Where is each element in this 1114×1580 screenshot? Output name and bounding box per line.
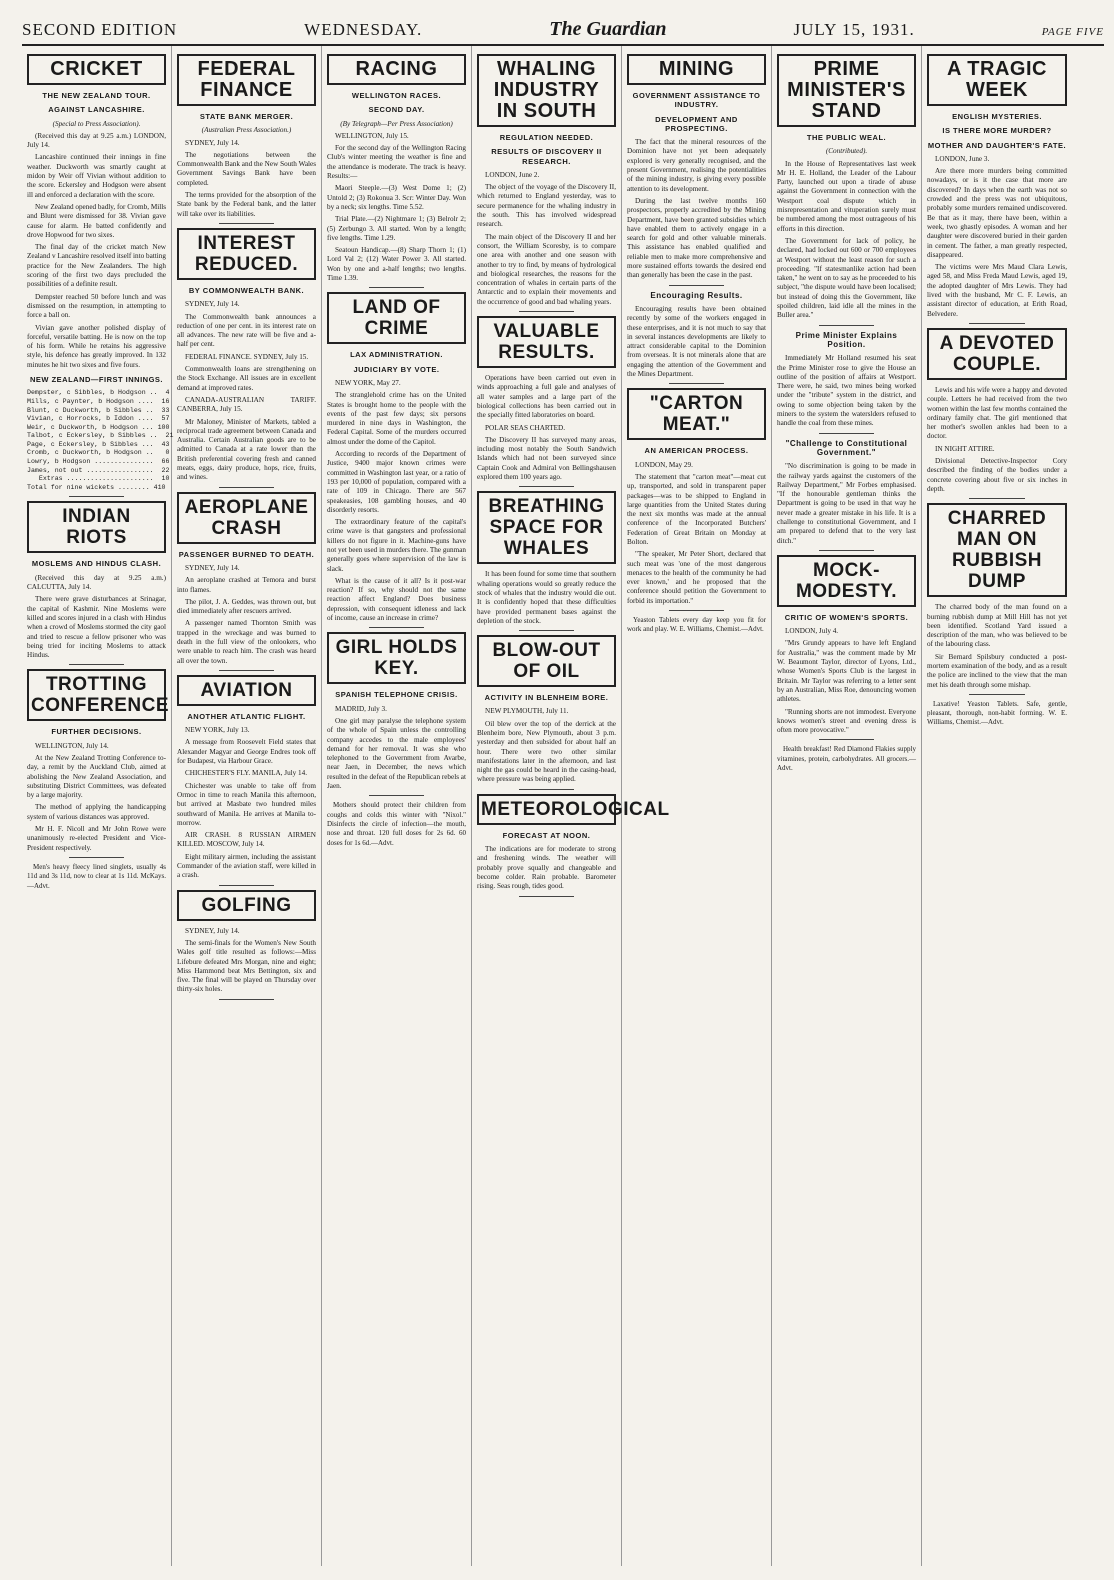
press-credit: (By Telegraph—Per Press Association) (340, 119, 453, 128)
article-headline: LAND OF CRIME (327, 292, 466, 344)
article-headline: "Challenge to Constitutional Government." (785, 438, 908, 457)
divider (69, 496, 125, 497)
article-subheading: GOVERNMENT ASSISTANCE TO INDUSTRY. (632, 91, 761, 110)
scorecard-title: NEW ZEALAND—FIRST INNINGS. (30, 375, 163, 385)
article-paragraph: The statement that "carton meat"—meat cut up, transported, and sold in transparent paper packages—was to be shipped to England in large quantities from the United States during the next six months was made at the annual conference of the Incorporated Butchers' Federation of Great Britain on Monday at Bolton. (627, 472, 766, 546)
press-credit: (Special to Press Association). (52, 119, 141, 128)
divider (69, 664, 125, 665)
column-5 (622, 46, 772, 1566)
article-paragraph: The terms provided for the absorption of the State bank by the Federal bank, and the latter will take over its liabilities. (177, 191, 316, 218)
article-subheading: JUDICIARY BY VOTE. (353, 364, 440, 374)
article-subheading: STATE BANK MERGER. (199, 112, 294, 121)
divider (519, 896, 575, 897)
divider (69, 857, 125, 858)
article-subheading: IS THERE MORE MURDER? (942, 126, 1052, 136)
article-subheading: AN AMERICAN PROCESS. (644, 446, 749, 456)
article-headline: WHALING INDUSTRY IN SOUTH (477, 54, 616, 127)
divider (819, 739, 875, 740)
article-paragraph: "The speaker, Mr Peter Short, declared that such meat was 'one of the most dangerous menaces to the health of the community he had ever known,' and he proposed that the conference should petition the Government to forbid its importation." (627, 550, 766, 605)
article-paragraph: An aeroplane crashed at Temora and burst into flames. (177, 576, 316, 594)
article-subheading: LAX ADMINISTRATION. (350, 350, 443, 360)
divider (519, 630, 575, 631)
article-paragraph: The Commonwealth bank announces a reduction of one per cent. in its interest rate on all advances. The new rate will be five and a-half per cent. (177, 312, 316, 349)
article-paragraph: AIR CRASH. 8 RUSSIAN AIRMEN KILLED. MOSCOW, July 14. (177, 831, 316, 849)
advertisement: Laxative! Yeaston Tablets. Safe, gentle, pleasant, thorough, non-habit forming. W. E. Williams, Chemist.—Advt. (927, 699, 1067, 727)
divider (519, 486, 575, 487)
divider (969, 498, 1025, 499)
article-paragraph: SYDNEY, July 14. (185, 138, 240, 147)
article-paragraph: Lewis and his wife were a happy and devoted couple. Letters he had received from the two women within the last few months contained the ordinary family chat. The girl mentioned that her mother's swollen ankles had been to a doctor. (927, 385, 1067, 441)
article-paragraph: For the second day of the Wellington Racing Club's winter meeting the weather is fine and the attendance is moderate. The track is heavy. Results:— (327, 144, 466, 181)
article-subheading: ANOTHER ATLANTIC FLIGHT. (187, 711, 306, 721)
article-paragraph: A message from Roosevelt Field states that Alexander Magyar and George Endres took off for Budapest, via Harbour Grace. (177, 738, 316, 766)
scorecard: Dempster, c Sibbles, b Hodgson .. 4 Mills, c Paynter, b Hodgson .... 16 Blunt, c Duckworth, b Sibbles .. 33 Vivian, c Horrocks, b Iddon .... 57 Weir, c Duckworth, b Hodgson ... 100 Talbot, c Eckersley, b Sibbles .. 21 Page, c Eckersley, b Sibbles ... 43 Cromb, c Duckworth, b Hodgson .. 0 Lowry, b Hodgson ............... 66 James, not out ................. 22 Extras ...................... 10 Total for nine wickets ........ 410 (27, 389, 174, 491)
article-paragraph: Dempster reached 50 before lunch and was dismissed on the resumption, in attempting to force a ball on. (27, 292, 166, 320)
article-paragraph: At the New Zealand Trotting Conference to-day, a remit by the Auckland Club, aimed at abolishing the New Zealand Association, and substituting District Committees, was defeated by a large majority. (27, 754, 166, 800)
advertisement: Yeaston Tablets every day keep you fit for work and play. W. E. Williams, Chemist.—Advt. (627, 616, 766, 634)
article-paragraph: The Government for lack of policy, he declared, had locked out 600 or 700 employees at Westport without the least reason for such a proceeding. "If statesmanlike action had been taken," he went on to say as he proceeded to his subject, "the dispute would have been localised; but instead of doing this the Government, like spoiled children, laid idle all the mines in the Buller area." (777, 236, 916, 320)
article-paragraph: NEW YORK, May 27. (335, 378, 401, 387)
press-credit: (Australian Press Association.) (201, 126, 292, 135)
column-1 (22, 46, 172, 1566)
article-paragraph: POLAR SEAS CHARTED. (485, 423, 566, 432)
article-paragraph: MADRID, July 3. (335, 704, 387, 713)
article-paragraph: There were grave disturbances at Srinagar, the capital of Kashmir. Nine Moslems were killed and scores injured in a clash with Hindus when a crowd of Moslems stormed the city gaol and tried to rescue a fellow prisoner who was being tried for inciting Moslems to attack Hindus. (27, 595, 166, 660)
article-paragraph: The extraordinary feature of the capital's crime wave is that gangsters and professional killers do not figure in it. Machine-guns have not yet been used in murders there. The gunman generally goes where supervision of the law is slack. (327, 518, 466, 573)
article-subheading: RESULTS OF DISCOVERY II RESEARCH. (491, 147, 602, 166)
article-paragraph: The victims were Mrs Maud Clara Lewis, aged 58, and Miss Freda Maud Lewis, aged 19, the adopted daughter of Mrs Lewis. They had lived with the husband, Mr C. F. Lewis, an assistant director of education, at Erith Road, Belvedere. (927, 263, 1067, 318)
article-paragraph: "Mrs Grundy appears to have left England for Australia," was the comment made by Mr W. Beaumont Taylor, director of Lyons, Ltd., whose Women's Sports Club is the largest in Britain. Mr Taylor was referring to a letter sent by an Australian, Miss Roe, denouncing women athletes. (777, 639, 916, 704)
divider (369, 287, 425, 288)
divider (369, 795, 425, 796)
article-subheading: FORECAST AT NOON. (502, 830, 591, 840)
article-subheading: THE PUBLIC WEAL. (806, 133, 887, 142)
article-headline: INDIAN RIOTS (27, 501, 166, 553)
article-subheading: MOSLEMS AND HINDUS CLASH. (31, 559, 162, 569)
article-paragraph: The Discovery II has surveyed many areas, including most notably the South Sandwich Islands which had not been surveyed since Captain Cook and Admiral von Bellingshausen explored them 100 years ago. (477, 435, 616, 482)
article-subheading: ACTIVITY IN BLENHEIM BORE. (484, 693, 609, 703)
article-headline: GOLFING (177, 890, 316, 921)
article-headline: MOCK-MODESTY. (777, 555, 916, 607)
article-paragraph: SYDNEY, July 14. (185, 926, 240, 935)
advertisement: Mothers should protect their children from coughs and colds this winter with "Nixol." Disinfects the circle of infection—the mouth, nose and throat. 120 full doses for 2s 6d. 60 doses for 1s 6d.—Advt. (327, 801, 466, 847)
article-subheading: ENGLISH MYSTERIES. (952, 112, 1042, 121)
article-paragraph: LONDON, June 2. (485, 170, 540, 179)
column-7 (922, 46, 1072, 1566)
article-columns (22, 46, 1104, 1566)
article-paragraph: LONDON, July 4. (785, 627, 839, 636)
article-subheading: MOTHER AND DAUGHTER'S FATE. (927, 140, 1067, 150)
page-number: PAGE FIVE (1041, 26, 1104, 38)
article-paragraph: The final day of the cricket match New Zealand v Lancashire resolved itself into batting practice for the New Zealanders. The high scoring of the first two days precluded the possibilities of a definite result. (27, 243, 166, 289)
divider (219, 487, 275, 488)
article-headline: TROTTING CONFERENCE (27, 669, 166, 721)
article-paragraph: Seatoun Handicap.—(8) Sharp Thorn 1; (1) Lord Val 2; (12) Water Power 3. All started. Won by one and a-half lengths; two lengths. Time 1.39. (327, 246, 466, 283)
article-headline: AVIATION (177, 675, 316, 706)
article-headline: AEROPLANE CRASH (177, 492, 316, 544)
article-paragraph: Chichester was unable to take off from Ormoc in time to reach Manila this afternoon, but arrived at Masbate two hundred miles southward of Manila. He arrives at Manila to-morrow. (177, 781, 316, 827)
article-headline: METEOROLOGICAL (477, 794, 616, 825)
article-paragraph: (Received this day at 9.25 a.m.) LONDON, July 14. (27, 131, 166, 150)
article-paragraph: The pilot, J. A. Geddes, was thrown out, but died immediately after rescuers arrived. (177, 597, 316, 616)
column-6 (772, 46, 922, 1566)
column-3 (322, 46, 472, 1566)
article-paragraph: "Running shorts are not immodest. Everyone knows women's street and evening dress is often more provocative." (777, 707, 916, 735)
article-subheading: SECOND DAY. (368, 105, 425, 115)
article-paragraph: The indications are for moderate to strong and freshening winds. The weather will probably prove squally and changeable and become colder. Rain probable. Barometer rising. Seas rough, tides good. (477, 845, 616, 891)
article-paragraph: "No discrimination is going to be made in the railway yards against the customers of the Railway Department," Mr Forbes emphasised. "If the honourable gentleman thinks the Department is going to be used in that way he never made a greater mistake in his life. It is a challenge to constitutional Government, and I am prepared to defend that to the very last ditch." (777, 462, 916, 545)
divider (669, 610, 725, 611)
article-paragraph: CHICHESTER'S FLY. MANILA, July 14. (185, 769, 308, 778)
article-paragraph: IN NIGHT ATTIRE. (935, 444, 995, 453)
divider (369, 627, 425, 628)
article-paragraph: Immediately Mr Holland resumed his seat the Prime Minister rose to give the House an outline of the position of affairs at Westport. There were, he said, two mines being worked under the "tribute" system in the district, and owing to some objection being taken by the miners to the system the waterslders refused to handle the coal from these mines. (777, 354, 916, 428)
advertisement: Health breakfast! Red Diamond Flakies supply vitamines, protein, carbohydrates. All grocers.—Advt. (777, 745, 916, 773)
press-credit: (Contributed). (825, 147, 868, 156)
article-headline: A DEVOTED COUPLE. (927, 328, 1067, 380)
article-paragraph: New Zealand opened badly, for Cromb, Mills and Blunt were dismissed for 38. Vivian gave cause for alarm. He batted confidently and drove Hopwood for two sixes. (27, 202, 166, 239)
article-headline: PRIME MINISTER'S STAND (777, 54, 916, 127)
article-paragraph: It has been found for some time that southern whaling operations would so greatly reduce the stock of whales that the industry would die out. It is confidently hoped that these difficulties have provided permanent bases against the depletion of the stock. (477, 570, 616, 625)
divider (819, 550, 875, 551)
article-paragraph: Sir Bernard Spilsbury conducted a post-mortem examination of the body, and as a result the police are inclined to the view that the man met his death through some mishap. (927, 652, 1067, 689)
article-headline: GIRL HOLDS KEY. (327, 632, 466, 684)
article-paragraph: Trial Plate.—(2) Nightmare 1; (3) Belrolr 2; (5) Zerbungo 3. All started. Won by a length; five lengths. Time 1.29. (327, 215, 466, 242)
article-subheading: FURTHER DECISIONS. (51, 727, 142, 737)
article-headline: INTEREST REDUCED. (177, 228, 316, 280)
article-paragraph: One girl may paralyse the telephone system of the whole of Spain unless the controlling company accedes to the male employees' demand for her removal. It was she who telephoned to the Government from Avarbe, near Jaen, in December, the news which resulted in the defeat of the Republican rebels at Jaen. (327, 716, 466, 791)
article-paragraph: According to records of the Department of Justice, 9400 major known crimes were committed in Washington last year, or a ratio of 193 per 10,000 of population, compared with a rate of 109 in Chicago. There are 567 speakeasies, 108 gambling houses, and 40 disorderly resorts. (327, 450, 466, 514)
article-paragraph: Divisional Detective-Inspector Cory described the finding of the bodies under a concrete covering about five or six inches in depth. (927, 457, 1067, 493)
article-headline: RACING (327, 54, 466, 85)
edition-label: SECOND EDITION (22, 20, 178, 39)
divider (669, 285, 725, 286)
article-headline: MINING (627, 54, 766, 85)
article-paragraph: LONDON, June 3. (935, 154, 990, 163)
article-subheading: WELLINGTON RACES. (351, 91, 442, 100)
divider (969, 323, 1025, 324)
article-paragraph: FEDERAL FINANCE. SYDNEY, July 15. (185, 352, 309, 361)
article-paragraph: The fact that the mineral resources of the Dominion have not yet been adequately explored is very generally recognised, and the present Government, realising the potentialities of the mining industry, is giving every possible attention to its development. (627, 138, 766, 193)
article-paragraph: LONDON, May 29. (635, 460, 693, 469)
divider (519, 311, 575, 312)
article-paragraph: The charred body of the man found on a burning rubbish dump at Mill Hill has not yet been identified. Scotland Yard issued a description of the man, who was believed to be of the labouring class. (927, 603, 1067, 649)
article-paragraph: The negotiations between the Commonwealth Bank and the New South Wales Government Savings Bank have been completed. (177, 150, 316, 187)
article-paragraph: NEW PLYMOUTH, July 11. (485, 707, 569, 716)
article-headline: CHARRED MAN ON RUBBISH DUMP (927, 503, 1067, 597)
article-paragraph: SYDNEY, July 14. (185, 563, 240, 572)
article-paragraph: Are there more murders being committed nowadays, or is it the case that more are discovered? In days when the earth was not so crowded and the press was not ubiquitous, probably some murders remained undiscovered. Be that as it may, there have been, within a week, two ghastly episodes. A woman and her daughter were discovered buried in their garden in cement. The father, a man greatly respected, disappeared. (927, 167, 1067, 259)
article-paragraph: Oil blew over the top of the derrick at the Blenheim bore, New Plymouth, about 3 p.m. yesterday and then subsided for about half an hour. There were two other similar manifestations later in the afternoon, and last night the gas could be heard in the casing-head, where pressure was being applied. (477, 719, 616, 784)
article-paragraph: During the last twelve months 160 prospectors, properly accredited by the Mining Department, have been granted subsidies which have enabled them to actively engage in a search for gold and other valuable minerals. This assistance has enabled qualified and reliable men to make more comprehensive and more sustained efforts towards the desired end than generally has been the case in the past. (627, 196, 766, 280)
article-subheading: CRITIC OF WOMEN'S SPORTS. (784, 612, 909, 622)
article-headline: Prime Minister Explains Position. (795, 330, 898, 349)
divider (219, 223, 275, 224)
article-paragraph: Operations have been carried out even in winds approaching a full gale and analyses of all water samples and a large part of the biological collections has been carried out in the specially fitted laboratories on board. (477, 374, 616, 420)
masthead (22, 18, 1104, 46)
article-paragraph: Commonwealth loans are strengthening on the Stock Exchange. All issues are in excellent demand at improved rates. (177, 365, 316, 392)
article-subheading: SPANISH TELEPHONE CRISIS. (335, 690, 458, 700)
article-headline: A TRAGIC WEEK (927, 54, 1067, 106)
article-headline: Encouraging Results. (650, 290, 743, 300)
divider (219, 999, 275, 1000)
article-paragraph: Mr H. F. Nicoll and Mr John Rowe were unanimously re-elected President and Vice-President respectively. (27, 825, 166, 852)
article-subheading: THE NEW ZEALAND TOUR. (42, 91, 151, 100)
article-headline: CRICKET (27, 54, 166, 85)
article-paragraph: CANADA-AUSTRALIAN TARIFF. CANBERRA, July 15. (177, 395, 316, 414)
article-paragraph: In the House of Representatives last week Mr H. E. Holland, the Leader of the Labour Party, launched out upon a tirade of abuse against the Government in connection with the Westport coal dispute which in misrepresentation and vituperation surely must be numbered among the most outrageous of his efforts in this direction. (777, 159, 916, 233)
issue-date: JULY 15, 1931. (793, 20, 915, 39)
divider (669, 383, 725, 384)
weekday-label: WEDNESDAY. (304, 20, 423, 39)
article-paragraph: WELLINGTON, July 15. (335, 131, 409, 140)
article-paragraph: Encouraging results have been obtained recently by some of the workers engaged in these enterprises, and it is not much to say that in several instances developments are likely to attract considerable capital to the Dominion from overseas. It is not minerals alone that are engaging the attention of the Government and the Mines Department. (627, 304, 766, 379)
article-paragraph: The object of the voyage of the Discovery II, which returned to England yesterday, was to secure permanence for the whaling industry in the south. This has involved widespread research. (477, 183, 616, 229)
article-paragraph: (Received this day at 9.25 a.m.) CALCUTTA, July 14. (27, 573, 166, 592)
article-headline: BREATHING SPACE FOR WHALES (477, 491, 616, 564)
article-paragraph: WELLINGTON, July 14. (35, 741, 109, 750)
article-paragraph: Eight military airmen, including the assistant Commander of the aviation staff, were killed in a crash. (177, 852, 316, 880)
divider (519, 789, 575, 790)
divider (819, 325, 875, 326)
divider (969, 694, 1025, 695)
article-subheading: DEVELOPMENT AND PROSPECTING. (655, 114, 738, 133)
advertisement: Men's heavy fleecy lined singlets, usually 4s 11d and 3s 11d, now to clear at 1s 11d. McKays.—Advt. (27, 862, 166, 890)
article-paragraph: The main object of the Discovery II and her consort, the William Scoresby, is to compare one area with another and one season with another to try to find, by means of hydrological and biological researches, the reasons for the concentration of whales in certain parts of the Antarctic and to explain their movements and the occurrence of good and bad whaling years. (477, 232, 616, 306)
article-headline: VALUABLE RESULTS. (477, 316, 616, 368)
article-subheading: BY COMMONWEALTH BANK. (188, 285, 305, 295)
article-headline: FEDERAL FINANCE (177, 54, 316, 106)
article-paragraph: The method of applying the handicapping system of various distances was approved. (27, 803, 166, 821)
article-subheading: PASSENGER BURNED TO DEATH. (178, 549, 315, 559)
article-headline: BLOW-OUT OF OIL (477, 635, 616, 687)
article-headline: "CARTON MEAT." (627, 388, 766, 440)
article-paragraph: Lancashire continued their innings in fine weather. Duckworth was smartly caught at midon by Weir off Vivian without addition to the score. Eckersley and Hodgson were absent ill and enforced a declaration with the score. (27, 153, 166, 199)
article-subheading: AGAINST LANCASHIRE. (48, 105, 145, 115)
divider (819, 433, 875, 434)
article-paragraph: The stranglehold crime has on the United States is brought home to the people with the events of the past few days; six persons murdered in nine days in Washington, the Federal Capital. Some of the murders occurred almost under the dome of the Capitol. (327, 391, 466, 446)
divider (219, 670, 275, 671)
article-paragraph: SYDNEY, July 14. (185, 300, 240, 309)
article-paragraph: Vivian gave another polished display of forceful, versatile batting. He is now on the top of his form. While he retains his aggressive style, his defence has greatly improved. In 132 minutes he hit two sixes and five fours. (27, 323, 166, 369)
article-paragraph: Maori Steeple.—(3) West Dome 1; (2) Untold 2; (3) Rokonua 3. Scr: Winter Day. Won by a neck; six lengths. Time 5.52. (327, 184, 466, 211)
article-paragraph: What is the cause of it all? Is it post-war reaction? If so, why should not the same reaction affect England? Does business depression, with consequent idleness and lack of income, cause an increase in crime? (327, 576, 466, 623)
article-subheading: REGULATION NEEDED. (499, 133, 594, 142)
article-paragraph: Mr Maloney, Minister of Markets, tabled a reciprocal trade agreement between Canada and Australia. Certain Australian goods are to be admitted to Canada at a rate lower than the British preferential covering fresh and canned meats, eggs, dairy produce, hops, rice, fruits, and wines. (177, 417, 316, 482)
article-paragraph: The semi-finals for the Women's New South Wales golf title resulted as follows:—Miss Lifebure defeated Mrs Morgan, nine and eight; Miss Hammond beat Mrs Bettington, six and five. The final will be played on Thursday over thirty-six holes. (177, 938, 316, 994)
column-2 (172, 46, 322, 1566)
newspaper-title: The Guardian (549, 18, 667, 40)
article-paragraph: NEW YORK, July 13. (185, 726, 250, 735)
article-paragraph: A passenger named Thornton Smith was trapped in the wreckage and was burned to death in the full view of the onlookers, who were unable to reach him. The crash was heard all over the town. (177, 619, 316, 665)
divider (219, 885, 275, 886)
